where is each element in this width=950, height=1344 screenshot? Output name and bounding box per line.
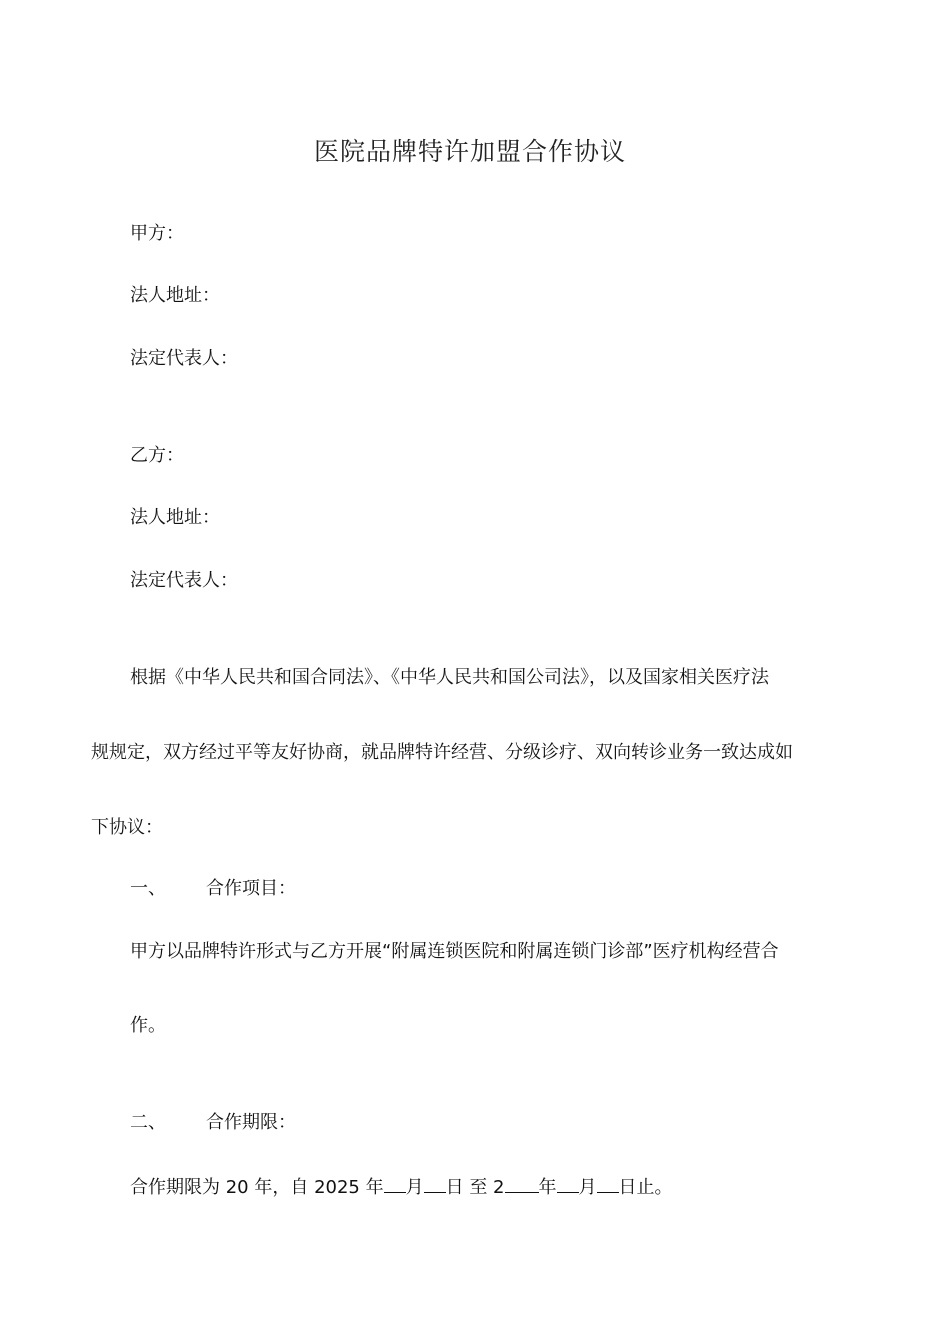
section-2-term bbox=[130, 1174, 673, 1200]
party-a-rep-label: 法定代表人： bbox=[130, 348, 238, 369]
term-part-4: 年 bbox=[538, 1177, 557, 1198]
term-part-1: 合作期限为 20 年，自 2025 年 bbox=[130, 1177, 384, 1198]
term-part-2: 月 bbox=[405, 1177, 424, 1198]
blank-month-start bbox=[384, 1174, 406, 1193]
party-a-label: 甲方： bbox=[130, 223, 184, 244]
blank-year-end bbox=[505, 1174, 539, 1193]
section-1-line-1: 甲方以品牌特许形式与乙方开展“附属连锁医院和附属连锁门诊部”医疗机构经营合 bbox=[130, 941, 779, 962]
term-part-3: 日 至 2 bbox=[445, 1177, 505, 1198]
party-b-rep-label: 法定代表人： bbox=[130, 570, 238, 591]
blank-month-end bbox=[557, 1174, 579, 1193]
term-part-6: 日止。 bbox=[618, 1177, 673, 1198]
blank-day-end bbox=[597, 1174, 619, 1193]
party-a-address-label: 法人地址： bbox=[130, 285, 220, 306]
section-1-title: 合作项目： bbox=[206, 878, 296, 899]
preamble-line-1: 根据《中华人民共和国合同法》、《中华人民共和国公司法》，以及国家相关医疗法 bbox=[130, 667, 769, 688]
preamble-line-3: 下协议： bbox=[91, 817, 163, 838]
party-b-label: 乙方： bbox=[130, 445, 184, 466]
term-part-5: 月 bbox=[578, 1177, 597, 1198]
section-2-title: 合作期限： bbox=[206, 1112, 296, 1133]
section-2-number: 二、 bbox=[130, 1112, 166, 1133]
document-title: 医院品牌特许加盟合作协议 bbox=[313, 137, 626, 166]
party-b-address-label: 法人地址： bbox=[130, 507, 220, 528]
section-1-line-2: 作。 bbox=[130, 1015, 166, 1036]
blank-day-start bbox=[424, 1174, 446, 1193]
section-1-number: 一、 bbox=[130, 878, 166, 899]
preamble-line-2: 规规定，双方经过平等友好协商，就品牌特许经营、分级诊疗、双向转诊业务一致达成如 bbox=[91, 742, 793, 763]
